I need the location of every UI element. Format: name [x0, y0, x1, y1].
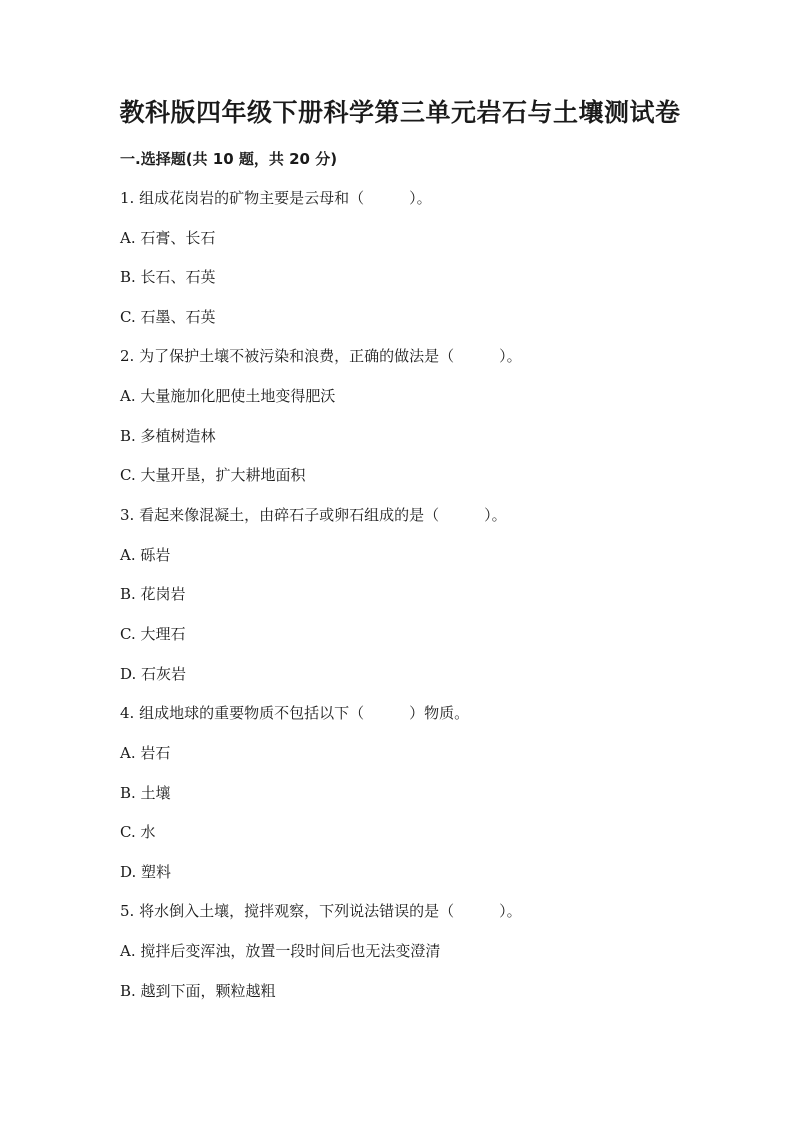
option-1c: C. 石墨、石英 — [120, 308, 216, 326]
option-4d: D. 塑料 — [120, 863, 172, 881]
question-4: 4. 组成地球的重要物质不包括以下（ ）物质。 — [120, 704, 470, 722]
option-3b: B. 花岗岩 — [120, 585, 186, 603]
option-4b: B. 土壤 — [120, 784, 171, 802]
option-3c: C. 大理石 — [120, 625, 186, 643]
option-4a: A. 岩石 — [120, 744, 171, 762]
section-heading: 一.选择题(共 10 题，共 20 分) — [120, 150, 338, 168]
question-2: 2. 为了保护土壤不被污染和浪费，正确的做法是（ ）。 — [120, 347, 522, 365]
option-5a: A. 搅拌后变浑浊，放置一段时间后也无法变澄清 — [120, 942, 441, 960]
option-1a: A. 石膏、长石 — [120, 229, 216, 247]
question-5: 5. 将水倒入土壤，搅拌观察，下列说法错误的是（ ）。 — [120, 902, 522, 920]
option-3a: A. 砾岩 — [120, 546, 171, 564]
option-2a: A. 大量施加化肥使土地变得肥沃 — [120, 387, 336, 405]
question-3: 3. 看起来像混凝土，由碎石子或卵石组成的是（ ）。 — [120, 506, 507, 524]
option-4c: C. 水 — [120, 823, 156, 841]
option-3d: D. 石灰岩 — [120, 665, 187, 683]
page-title: 教科版四年级下册科学第三单元岩石与土壤测试卷 — [119, 98, 681, 127]
option-5b: B. 越到下面，颗粒越粗 — [120, 982, 276, 1000]
option-2c: C. 大量开垦，扩大耕地面积 — [120, 466, 306, 484]
option-1b: B. 长石、石英 — [120, 268, 216, 286]
option-2b: B. 多植树造林 — [120, 427, 216, 445]
question-1: 1. 组成花岗岩的矿物主要是云母和（ ）。 — [120, 189, 432, 207]
